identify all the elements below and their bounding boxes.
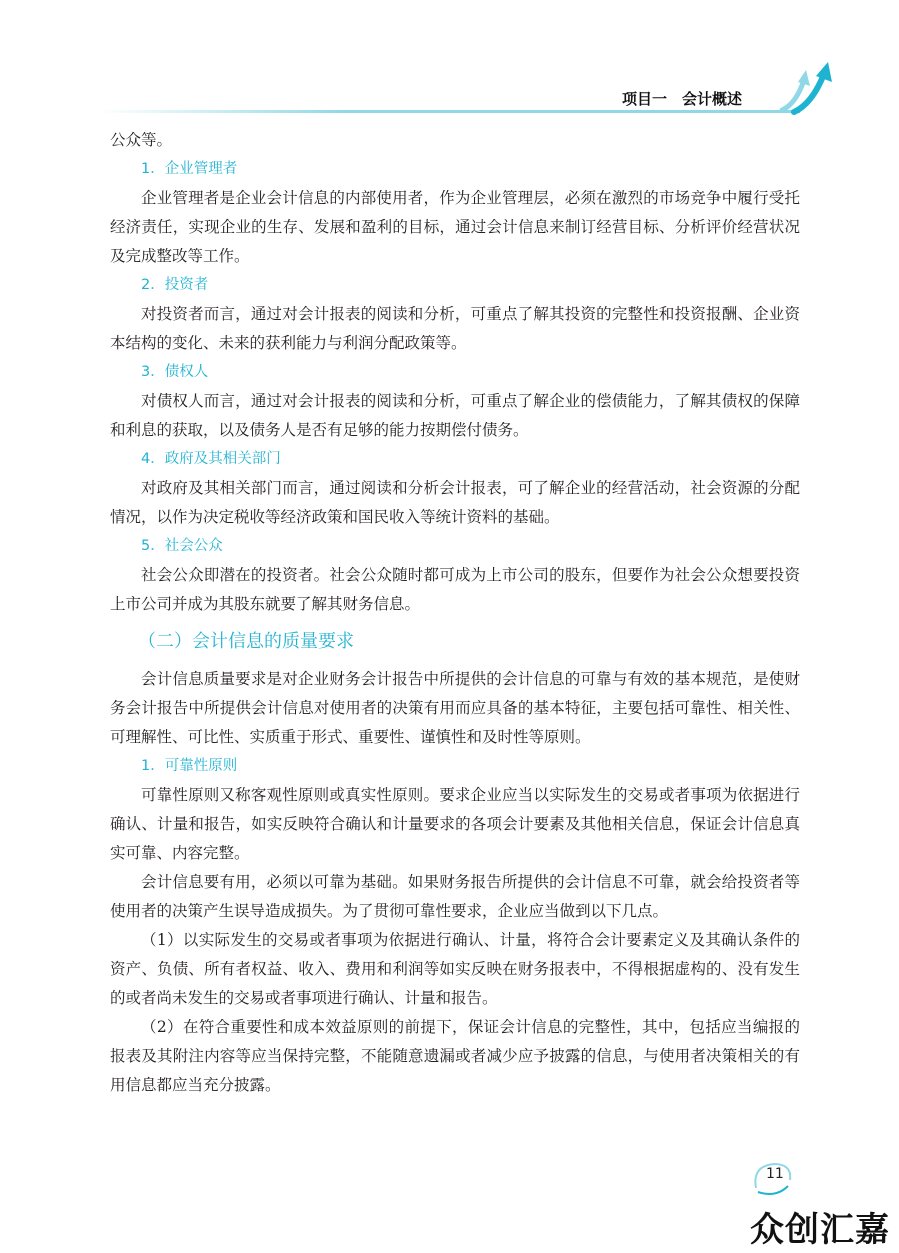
section-intro: 会计信息质量要求是对企业财务会计报告中所提供的会计信息的可靠与有效的基本规范，是使财务会计报告中所提供会计信息对使用者的决策有用而应具备的基本特征，主要包括可靠性、相关性、可理解性、可比性、实质重于形式、重要性、谨慎性和及时性等原则。 [110, 670, 800, 746]
subheading-public: 5．社会公众 [141, 538, 223, 554]
page-number [748, 1158, 798, 1198]
paragraph-investors: 对投资者而言，通过对会计报表的阅读和分析，可重点了解其投资的完整性和投资报酬、企业资本结构的变化、未来的获利能力与利润分配政策等。 [110, 305, 800, 352]
subheading-reliability: 1．可靠性原则 [141, 758, 238, 774]
paragraph-reliability-3: （1）以实际发生的交易或者事项为依据进行确认、计量，将符合会计要素定义及其确认条件的资产、负债、所有者权益、收入、费用和利润等如实反映在财务报表中，不得根据虚构的、没有发生的或者尚未发生的交易或者事项进行确认、计量和报告。 [110, 931, 800, 1007]
paragraph-reliability-4: （2）在符合重要性和成本效益原则的前提下，保证会计信息的完整性，其中，包括应当编报的报表及其附注内容等应当保持完整，不能随意遗漏或者减少应予披露的信息，与使用者决策相关的有用信息都应当充分披露。 [110, 1018, 800, 1094]
intro-tail: 公众等。 [110, 131, 173, 149]
header-rule [100, 110, 800, 113]
paragraph-government: 对政府及其相关部门而言，通过阅读和分析会计报表，可了解企业的经营活动，社会资源的分配情况，以作为决定税收等经济政策和国民收入等统计资料的基础。 [110, 479, 800, 526]
subheading-government: 4．政府及其相关部门 [141, 451, 281, 467]
page-number-text: 11 [766, 1166, 784, 1182]
subheading-creditors: 3．债权人 [141, 364, 209, 380]
chapter-title: 项目一 会计概述 [622, 90, 743, 108]
paragraph-reliability-2: 会计信息要有用，必须以可靠为基础。如果财务报告所提供的会计信息不可靠，就会给投资者等使用者的决策产生误导造成损失。为了贯彻可靠性要求，企业应当做到以下几点。 [110, 873, 800, 920]
watermark: 众创汇嘉 [750, 1210, 890, 1250]
section-title: （二）会计信息的质量要求 [138, 631, 354, 652]
subheading-managers: 1．企业管理者 [141, 161, 238, 177]
paragraph-creditors: 对债权人而言，通过对会计报表的阅读和分析，可重点了解企业的偿债能力，了解其债权的保障和利息的获取，以及债务人是否有足够的能力按期偿付债务。 [110, 392, 800, 439]
page-content [110, 126, 800, 1100]
subheading-investors: 2．投资者 [141, 277, 209, 293]
paragraph-public: 社会公众即潜在的投资者。社会公众随时都可成为上市公司的股东，但要作为社会公众想要投资上市公司并成为其股东就要了解其财务信息。 [110, 566, 800, 613]
paragraph-managers: 企业管理者是企业会计信息的内部使用者，作为企业管理层，必须在激烈的市场竞争中履行受托经济责任，实现企业的生存、发展和盈利的目标，通过会计信息来制订经营目标、分析评价经营状况及完成整改等工作。 [110, 189, 800, 265]
arrows-icon [778, 60, 838, 115]
paragraph-reliability-1: 可靠性原则又称客观性原则或真实性原则。要求企业应当以实际发生的交易或者事项为依据进行确认、计量和报告，如实反映符合确认和计量要求的各项会计要素及其他相关信息，保证会计信息真实可靠、内容完整。 [110, 786, 800, 862]
